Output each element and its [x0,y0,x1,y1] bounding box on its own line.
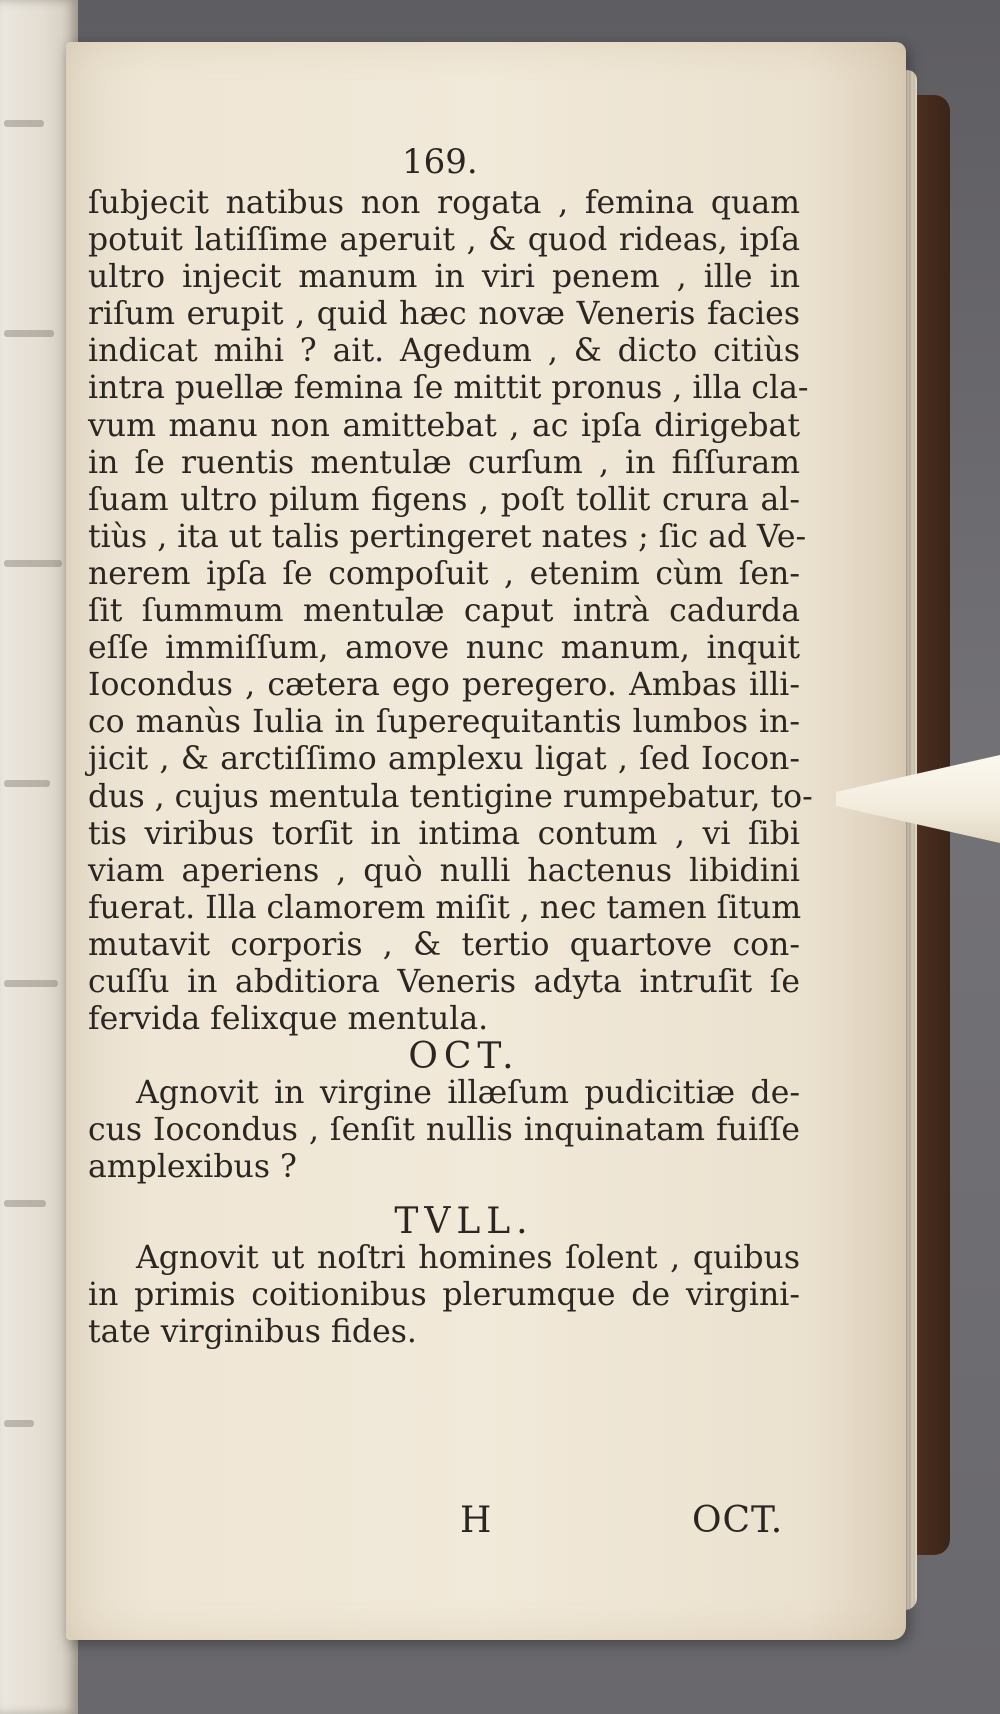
text-line: fuerat. Illa clamorem miſit , nec tamen ſitum [88,889,802,926]
text-line: ultro injecit manum in viri penem , ille in [88,259,800,296]
text-line: cus Iocondus , ſenſit nullis inquinatam fuiſſe [88,1112,800,1149]
catchword: OCT. [692,1500,784,1541]
page-number: 169. [402,142,478,182]
page-text [88,148,813,1351]
facing-text-smudge [4,1420,34,1427]
text-line: in ſe ruentis mentulæ curſum , in fiſſuram [88,444,800,481]
text-line: ſuam ultro pilum figens , poſt tollit crura al- [88,481,800,518]
text-line: in primis coitionibus plerumque de virgini- [88,1276,800,1313]
text-line: tate virginibus fides. [88,1313,417,1350]
text-line: Agnovit in virgine illæſum pudicitiæ de- [136,1075,800,1112]
text-line: viam aperiens , quò nulli hactenus libidini [88,852,800,889]
facing-text-smudge [4,980,58,987]
text-line: Agnovit ut noſtri homines ſolent , quibus [136,1239,800,1276]
text-line: tis viribus torſit in intima contum , vi ſibi [88,815,800,852]
text-line: nerem ipſa ſe compoſuit , etenim cùm ſen- [88,555,800,592]
signature-mark: H [460,1500,492,1541]
text-line: ſubjecit natibus non rogata , femina quam [88,185,800,221]
text-line: mutavit corporis , & tertio quartove con- [88,926,800,963]
facing-text-smudge [4,120,44,127]
speaker-heading-tull: TVLL. [394,1200,534,1242]
text-line: tiùs , ita ut talis pertingeret nates ; ſic ad Ve- [88,518,807,555]
text-line: Iocondus , cætera ego peregero. Ambas illi- [88,667,800,704]
facing-text-smudge [4,560,62,567]
text-line: fervida felixque mentula. [88,1001,489,1038]
text-line: co manùs Iulia in ſuperequitantis lumbos in- [88,704,800,741]
text-line: eſſe immiſſum, amove nunc manum, inquit [88,630,800,667]
speaker-heading-oct: OCT. [408,1036,520,1078]
text-line: jicit , & arctiſſimo amplexu ligat , ſed Iocon- [88,741,800,778]
facing-text-smudge [4,780,50,787]
text-line: dus , cujus mentula tentigine rumpebatur, to- [88,778,813,815]
text-line: vum manu non amittebat , ac ipſa dirigebat [88,407,800,444]
text-line: intra puellæ femina ſe mittit pronus , illa cla- [88,370,809,407]
text-line: indicat mihi ? ait. Agedum , & dicto citiùs [88,333,800,370]
text-line: riſum erupit , quid hæc novæ Veneris facies [88,296,800,333]
facing-text-smudge [4,330,54,337]
text-line: ſit ſummum mentulæ caput intrà cadurda [88,593,800,630]
text-line: amplexibus ? [88,1149,297,1186]
text-line: potuit latiſſime aperuit , & quod rideas, ipſa [88,222,800,259]
facing-text-smudge [4,1200,46,1207]
text-line: cuſſu in abditiora Veneris adyta intruſit ſe [88,963,800,1000]
